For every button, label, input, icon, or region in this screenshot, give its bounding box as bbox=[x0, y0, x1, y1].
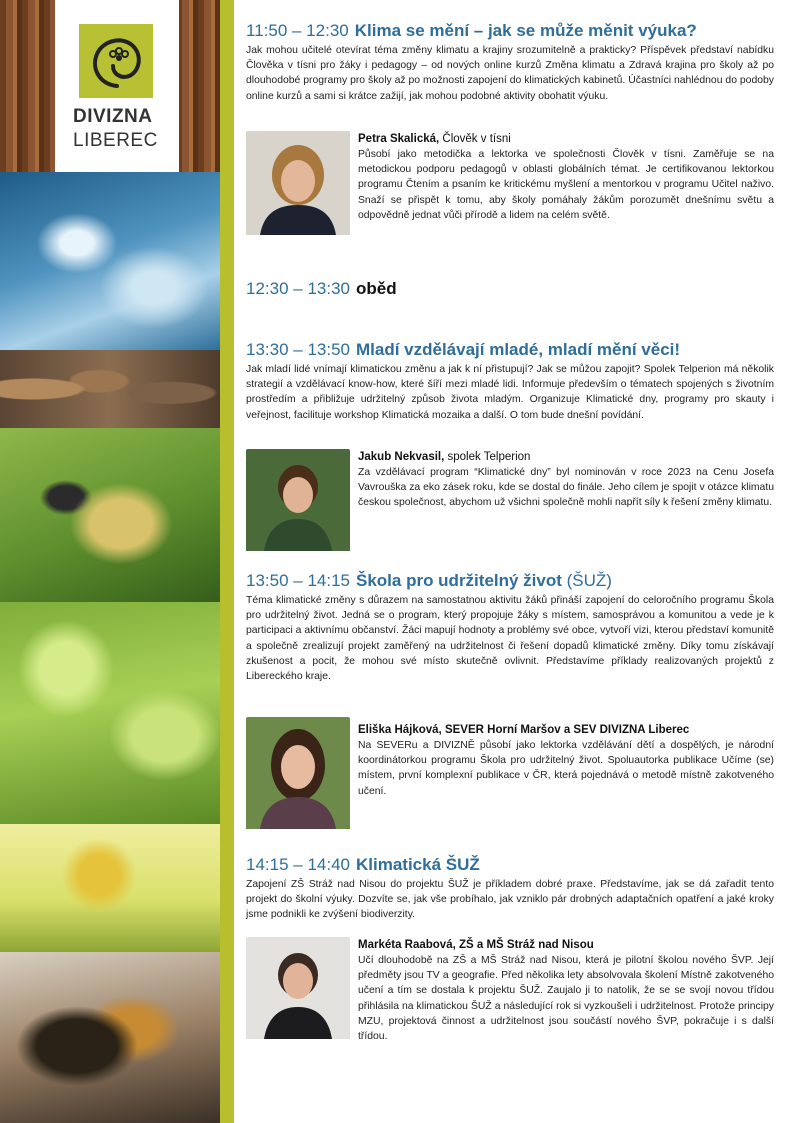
block-title-suffix: (ŠUŽ) bbox=[566, 571, 612, 590]
speaker-card-3 bbox=[246, 719, 774, 831]
block-title: Klima se mění – jak se může měnit výuka? bbox=[354, 21, 697, 40]
speaker-photo bbox=[246, 937, 350, 1044]
block-title: Škola pro udržitelný život bbox=[355, 571, 562, 590]
speaker-name: Eliška Hájková, SEVER Horní Maršov a SEV DIVIZNA Liberec bbox=[358, 724, 690, 736]
speaker-photo bbox=[246, 449, 350, 556]
block-description: Téma klimatické změny s důrazem na samostatnou aktivitu žáků přináší zapojení do celoročního programu Škola pro udržitelný život. Jedná se o program, který propojuje žáky s místem, samosprávou a komunitou a vede je k participaci a aktivnímu občanství. Žáci mapují hodnoty a problémy své obce, vytvoří vizi, kterou představí komunitě a společně zrealizují projekt zaměřený na udržitelnost či řešení dopadů klimatické změny. Díky tomu získávají zkušenost a pocit, že mohou své místo skutečně ovlivnit. Představíme příklady realizovaných projektů z Libereckého kraje. bbox=[246, 595, 774, 683]
block-title: Klimatická ŠUŽ bbox=[355, 855, 480, 874]
bee-image bbox=[0, 952, 220, 1123]
block-time: 14:15 – 14:40 bbox=[246, 855, 350, 874]
program-block-3 bbox=[246, 570, 774, 684]
flower-image bbox=[0, 824, 220, 952]
stones-image bbox=[0, 350, 220, 428]
speaker-card-1 bbox=[246, 131, 774, 237]
speaker-bio: Působí jako metodička a lektorka ve společnosti Člověk v tísni. Zaměřuje se na metodickou podporu pedagogů v oblasti globálních témat. Je certifikovanou lektorkou programu Čtením a psaním ke kritickému myšlení a mentorkou v programu Učitel naživo. Snaží se přispět k tomu, aby školy pomáhaly žákům porozumět dnešnímu světu a odpovědně jednat vůči přírodě a lidem na celém světě. bbox=[358, 149, 774, 221]
speaker-name: Jakub Nekvasil, spolek Telperion bbox=[358, 451, 531, 463]
speaker-card-4 bbox=[246, 937, 774, 1067]
block-time: 11:50 – 12:30 bbox=[246, 21, 349, 40]
speaker-info bbox=[358, 937, 774, 1044]
speaker-info bbox=[358, 449, 774, 511]
block-time: 13:30 – 13:50 bbox=[246, 340, 350, 359]
block-time: 13:50 – 14:15 bbox=[246, 571, 350, 590]
logo-mark-icon bbox=[79, 24, 153, 98]
program-block-1 bbox=[246, 20, 774, 104]
leaves-image bbox=[0, 602, 220, 824]
block-title: oběd bbox=[355, 279, 397, 298]
speaker-bio: Za vzdělávací program “Klimatické dny” byl nominován v roce 2023 na Cenu Josefa Vavrouška za eko zásek roku, kde se dostal do finále. Jeho cílem je spojit v otázce klimatu českou společnost, abychom už všichni společně mohli napřít síly k řešení změny klimatu. bbox=[358, 467, 774, 509]
block-time: 12:30 – 13:30 bbox=[246, 279, 350, 298]
block-description: Jak mladí lidé vnímají klimatickou změnu a jak k ní přistupují? Jak se můžou zapojit? Spolek Telperion má několik strategií a vzdělávací know-how, které šíří mezi mladé lidi. Informuje především o tématech spojených s životním prostředím a přibližuje udržitelný způsob života mladým. Organizuje Klimatické dny, programy pro skauty i veřejnost, facilituje workshop Klimatická mozaika a další. O tom bude dnešní povídání. bbox=[246, 364, 774, 421]
logo-line2: LIBEREC bbox=[73, 130, 158, 151]
speaker-bio: Učí dlouhodobě na ZŠ a MŠ Stráž nad Nisou, která je pilotní školou nového ŠVP. Její předměty jsou TV a geografie. Před několika lety absolvovala školení Místně zakotveného učení a tím se dostala k projektu ŠUŽ. Zaujalo ji to natolik, že se se svojí novou třídou přihlásila na klimatickou ŠUŽ a následující rok si vyzkoušeli i udržitelnost. Protože principy MZU, projektová činnost a udržitelnost jsou součástí nového ŠVP, pokračuje i s další třídou. bbox=[358, 955, 774, 1043]
block-heading bbox=[246, 339, 774, 361]
decorative-photo-strip bbox=[0, 0, 220, 1123]
logo-line1: DIVIZNA bbox=[73, 106, 153, 127]
speaker-card-2 bbox=[246, 449, 774, 551]
block-title: Mladí vzdělávají mladé, mladí mění věci! bbox=[355, 340, 681, 359]
speaker-info bbox=[358, 131, 774, 223]
block-heading bbox=[246, 854, 774, 876]
speaker-bio: Na SEVERu a DIVIZNĚ působí jako lektorka vzdělávání dětí a dospělých, je národní koordinátorkou programu Škola pro udržitelný život. Spoluautorka publikace Učíme (se) místem, první komplexní publikace v ČR, která pojednává o metodě místně zakotveného učení. bbox=[358, 740, 774, 797]
green-divider-bar bbox=[220, 0, 234, 1123]
bird-image bbox=[0, 428, 220, 602]
divizna-logo bbox=[55, 0, 179, 172]
speaker-photo bbox=[246, 131, 350, 240]
program-block-lunch bbox=[246, 278, 774, 300]
water-splash-image bbox=[0, 172, 220, 350]
speaker-photo bbox=[246, 717, 350, 834]
speaker-name: Markéta Raabová, ZŠ a MŠ Stráž nad Nisou bbox=[358, 939, 594, 951]
block-heading bbox=[246, 278, 774, 300]
block-heading bbox=[246, 570, 774, 592]
block-description: Jak mohou učitelé otevírat téma změny klimatu a krajiny srozumitelně a prakticky? Příspěvek představí nabídku Člověka v tísni pro žáky i pedagogy – od nových online kurzů Změna klimatu a Zdravá krajina pro školy až po dlouhodobé programy pro školy až po možnosti zapojení do klimatických kabinetů. Účastníci nahlédnou do podoby online kurzů a sami si krátce zažijí, jak mohou podobné aktivity obohatit výuku. bbox=[246, 45, 774, 102]
speaker-info bbox=[358, 722, 774, 799]
block-heading bbox=[246, 20, 774, 42]
speaker-name: Petra Skalická, Člověk v tísni bbox=[358, 133, 511, 145]
program-block-2 bbox=[246, 339, 774, 423]
block-description: Zapojení ZŠ Stráž nad Nisou do projektu ŠUŽ je příkladem dobré praxe. Představíme, jak se dá zařadit tento projekt do školní výuky. Dozvíte se, jak vše probíhalo, jak vzniklo pár drobných adaptačních opatření a jaké kroky jsme podnikli ke zvýšení biodiverzity. bbox=[246, 879, 774, 921]
program-block-4 bbox=[246, 854, 774, 923]
